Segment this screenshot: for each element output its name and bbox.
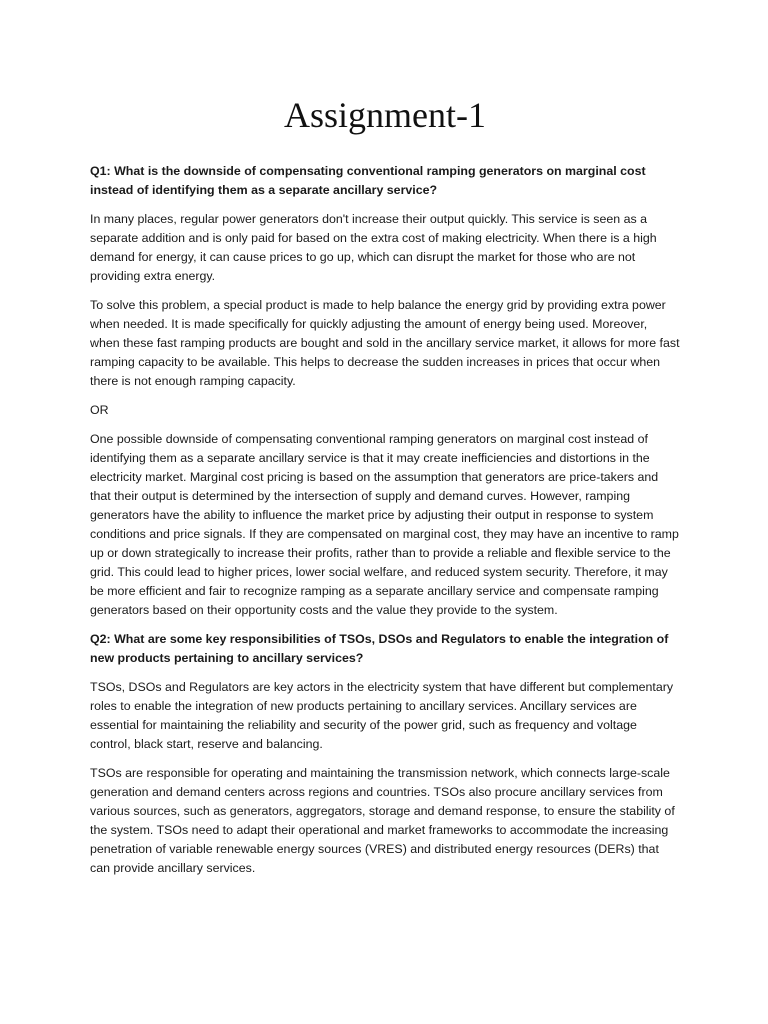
q1-paragraph-3: One possible downside of compensating conventional ramping generators on marginal cost instead of identifying them as a separate ancillary service is that it may create inefficiencies and distortions in the electricity market. Marginal cost pricing is based on the assumption that generators are price-takers and that their output is determined by the intersection of supply and demand curves. However, ramping generators have the ability to influence the market price by adjusting their output in response to system conditions and price signals. If they are compensated on marginal cost, they may have an incentive to ramp up or down strategically to increase their profits, rather than to provide a reliable and flexible service to the grid. This could lead to higher prices, lower social welfare, and reduced system security. Therefore, it may be more efficient and fair to recognize ramping as a separate ancillary service and compensate ramping generators based on their opportunity costs and the value they provide to the system. xyxy=(90,432,679,617)
document-title: Assignment-1 xyxy=(284,95,486,135)
q1-separator-or: OR xyxy=(90,403,109,417)
q2-paragraph-1: TSOs, DSOs and Regulators are key actors in the electricity system that have different but complementary roles to enable the integration of new products pertaining to ancillary services. Ancillary services are essential for maintaining the reliability and security of the power grid, such as frequency and voltage control, black start, reserve and balancing. xyxy=(90,680,674,751)
q1-paragraph-2: To solve this problem, a special product is made to help balance the energy grid by providing extra power when needed. It is made specifically for quickly adjusting the amount of energy being used. Moreover, when these fast ramping products are bought and sold in the ancillary service market, it allows for more fast ramping capacity to be available. This helps to decrease the sudden increases in prices that occur when there is not enough ramping capacity. xyxy=(90,298,680,388)
document-body xyxy=(90,162,680,888)
q1-paragraph-1: In many places, regular power generators don't increase their output quickly. This service is seen as a separate addition and is only paid for based on the extra cost of making electricity. When there is a high demand for energy, it can cause prices to go up, which can disrupt the market for those who are not providing extra energy. xyxy=(90,212,657,283)
question-1-heading: Q1: What is the downside of compensating conventional ramping generators on marginal cost instead of identifying them as a separate ancillary service? xyxy=(90,164,646,197)
question-2-heading: Q2: What are some key responsibilities of TSOs, DSOs and Regulators to enable the integration of new products pertaining to ancillary services? xyxy=(90,632,669,665)
q2-paragraph-2: TSOs are responsible for operating and maintaining the transmission network, which connects large-scale generation and demand centers across regions and countries. TSOs also procure ancillary services from various sources, such as generators, aggregators, storage and demand response, to ensure the stability of the system. TSOs need to adapt their operational and market frameworks to accommodate the increasing penetration of variable renewable energy sources (VRES) and distributed energy resources (DERs) that can provide ancillary services. xyxy=(90,766,675,875)
